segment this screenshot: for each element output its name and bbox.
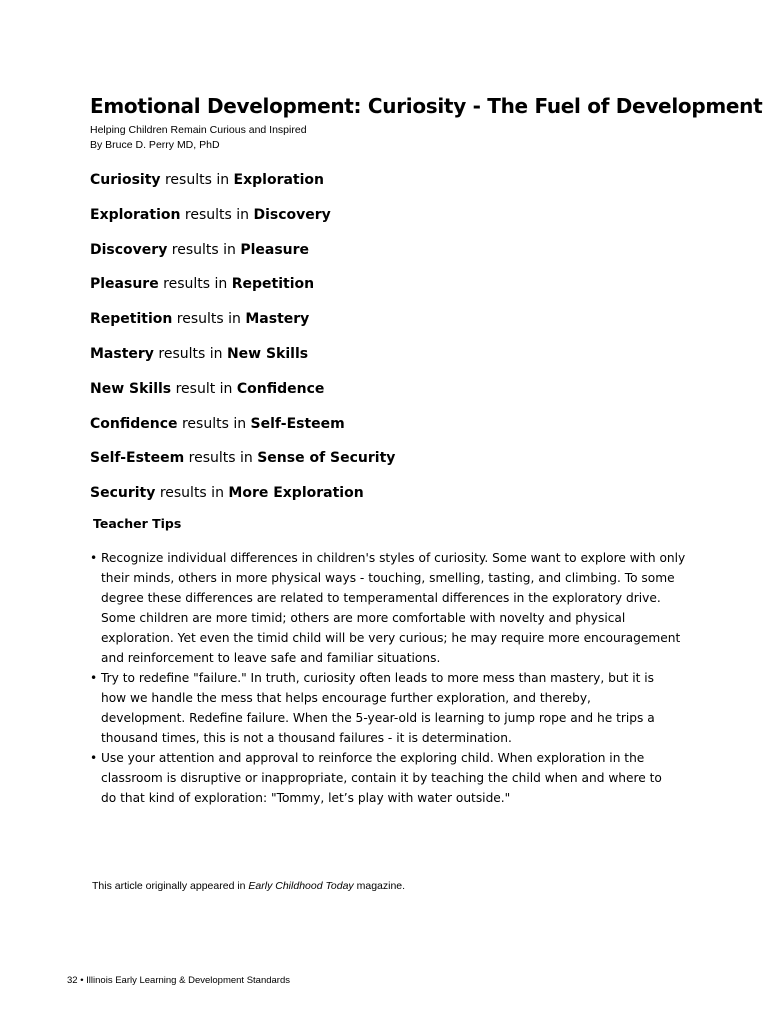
tip-line: Use your attention and approval to reinforce the exploring child. When exploration in the	[101, 751, 645, 765]
tip-line: and reinforcement to leave safe and familiar situations.	[101, 651, 441, 665]
article-byline: By Bruce D. Perry MD, PhD	[90, 138, 220, 151]
chain-effect: Exploration	[233, 172, 324, 188]
chain-item	[90, 446, 395, 481]
chain-effect: Confidence	[236, 380, 325, 397]
magazine-title: Early Childhood Today	[248, 880, 354, 892]
tip-item	[90, 668, 690, 748]
chain-effect: Sense of Security	[257, 450, 396, 467]
article-header-meta	[90, 123, 307, 152]
chain-effect: Repetition	[231, 276, 315, 293]
tip-line: how we handle the mess that helps encourage further exploration, and thereby,	[101, 691, 591, 705]
chain-cause: Discovery	[90, 241, 168, 258]
chain-item	[90, 412, 395, 447]
tip-line: exploration. Yet even the timid child will be very curious; he may require more encouragement	[101, 631, 681, 645]
chain-verb: results in	[153, 345, 227, 362]
tip-line: development. Redefine failure. When the 5-year-old is learning to jump rope and he trips a	[101, 711, 655, 725]
chain-verb: results in	[160, 172, 234, 188]
chain-item	[90, 238, 395, 273]
tip-line: do that kind of exploration: "Tommy, let’s play with water outside."	[101, 791, 511, 805]
chain-verb: results in	[155, 485, 229, 502]
tip-line: Some children are more timid; others are more comfortable with novelty and physical	[101, 611, 626, 625]
chain-item	[90, 342, 395, 377]
bullet-icon: •	[90, 551, 98, 565]
chain-cause: Repetition	[90, 311, 173, 328]
chain-effect: Mastery	[245, 311, 310, 328]
tip-line: thousand times, this is not a thousand failures - it is determination.	[101, 731, 512, 745]
tip-line: degree these differences are related to temperamental differences in the exploratory drive.	[101, 591, 661, 605]
tip-line: classroom is disruptive or inappropriate, contain it by teaching the child when and where to	[101, 771, 662, 785]
chain-cause: Exploration	[90, 206, 181, 223]
teacher-tips-list	[90, 548, 690, 808]
article-title: Emotional Development: Curiosity - The Fuel of Development	[90, 94, 763, 118]
chain-effect: Self-Esteem	[250, 415, 345, 432]
chain-item	[90, 377, 395, 412]
chain-cause: Confidence	[90, 415, 178, 432]
chain-verb: results in	[180, 206, 254, 223]
chain-cause: Pleasure	[90, 276, 159, 293]
tip-item	[90, 748, 690, 808]
chain-effect: More Exploration	[228, 485, 364, 502]
chain-cause: Self-Esteem	[90, 450, 185, 467]
chain-cause: Mastery	[90, 345, 154, 362]
chain-cause: New Skills	[90, 380, 172, 397]
chain-verb: results in	[158, 276, 232, 293]
chain-item	[90, 203, 395, 238]
tip-line: Try to redefine "failure." In truth, curiosity often leads to more mess than mastery, but it is	[101, 671, 655, 685]
chain-item	[90, 307, 395, 342]
chain-verb: results in	[172, 311, 246, 328]
source-footnote	[92, 880, 405, 892]
footnote-text: This article originally appeared in	[92, 880, 249, 892]
chain-effect: Pleasure	[240, 241, 310, 258]
page-footer: 32 • Illinois Early Learning & Development Standards	[67, 975, 291, 986]
chain-cause: Security	[90, 485, 156, 502]
curiosity-chain-list	[90, 168, 395, 516]
article-subtitle: Helping Children Remain Curious and Inspired	[90, 124, 307, 136]
tip-item	[90, 548, 690, 668]
chain-item	[90, 481, 395, 516]
chain-verb: results in	[184, 450, 258, 467]
chain-item	[90, 272, 395, 307]
tip-line: Recognize individual differences in children's styles of curiosity. Some want to explore with only	[101, 551, 686, 565]
teacher-tips-heading: Teacher Tips	[93, 516, 182, 531]
bullet-icon: •	[90, 751, 98, 765]
bullet-icon: •	[90, 671, 98, 685]
chain-verb: result in	[171, 380, 237, 397]
footnote-text-end: magazine.	[353, 880, 406, 892]
chain-verb: results in	[167, 241, 241, 258]
chain-verb: results in	[177, 415, 251, 432]
chain-effect: New Skills	[226, 345, 309, 362]
tip-line: their minds, others in more physical ways - touching, smelling, tasting, and climbing. To some	[101, 571, 675, 585]
chain-cause: Curiosity	[90, 172, 161, 188]
chain-item	[90, 168, 395, 203]
chain-effect: Discovery	[253, 206, 331, 223]
